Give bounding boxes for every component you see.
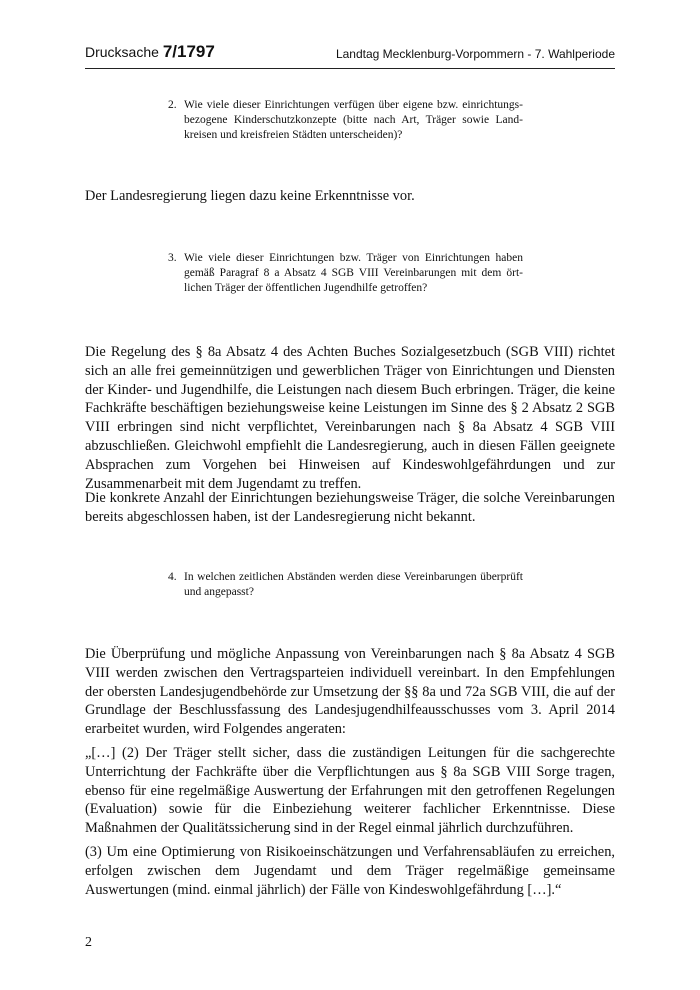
- document-number: [85, 42, 215, 62]
- question-text: In welchen zeitlichen Abständen werden diese Vereinbarungen überprüft und angepasst?: [184, 571, 523, 598]
- question-text: Wie viele dieser Einrichtungen bzw. Träger von Einrichtungen haben gemäß Paragraf 8 a Absatz 4 SGB VIII Vereinbarungen mit dem örtlichen Träger der öffentlichen Jugendhilfe getroffen?: [184, 252, 523, 294]
- answer-4-quote-paragraph-2: „[…] (2) Der Träger stellt sicher, dass die zuständigen Leitungen für die sachgerechte Unterrichtung der Fachkräfte über die Verpflichtungen aus § 8a SGB VIII Sorge tragen, ebenso für eine regelmäßige Auswertung der Erfahrungen mit den getroffenen Regelungen (Evaluation) sowie für die Einbeziehung weiterer fachlicher Erkenntnisse. Diese Maßnahmen der Qualitätssicherung sind in der Regel einmal jährlich durchzuführen.: [85, 745, 615, 837]
- answer-4-quote-paragraph-3: (3) Um eine Optimierung von Risikoeinschätzungen und Verfahrensabläufen zu erreichen, erfolgen zwischen dem Jugendamt und dem Träger regelmäßige gemeinsame Auswertungen (mind. einmal jährlich) der Fälle von Kindeswohlgefährdung […].“: [85, 844, 615, 898]
- question-number: 2.: [168, 99, 177, 111]
- question-3: [168, 251, 523, 296]
- doc-number: 7/1797: [162, 42, 215, 61]
- answer-3-paragraph-2: Die konkrete Anzahl der Einrichtungen beziehungsweise Träger, die solche Vereinbarungen bereits abgeschlossen haben, ist der Landesregierung nicht bekannt.: [85, 490, 615, 525]
- page-number: 2: [85, 935, 92, 950]
- question-text: Wie viele dieser Einrichtungen verfügen über eigene bzw. einrichtungsbezogene Kinderschutzkonzepte (bitte nach Art, Träger sowie Landkreisen und kreisfreien Städten unterscheiden)?: [184, 99, 523, 141]
- answer-3-paragraph-1: Die Regelung des § 8a Absatz 4 des Achten Buches Sozialgesetzbuch (SGB VIII) richtet sich an alle frei gemeinnützigen und gewerblichen Träger von Einrichtungen und Diensten der Kinder- und Jugendhilfe, die Leistungen nach diesem Buch erbringen. Träger, die keine Fachkräfte beschäftigen beziehungsweise keine Leistungen im Sinne des § 2 Absatz 2 SGB VIII erbringen sind nicht verpflichtet, Vereinbarungen nach § 8a Absatz 4 SGB VIII abzuschließen. Gleichwohl empfiehlt die Landesregierung, auch in diesen Fällen geeignete Absprachen zum Vorgehen bei Hinweisen auf Kindeswohlgefährdungen und zur Zusammenarbeit mit dem Jugendamt zu treffen.: [85, 344, 615, 492]
- answer-4-paragraph-1: Die Überprüfung und mögliche Anpassung von Vereinbarungen nach § 8a Absatz 4 SGB VIII werden zwischen den Vertragsparteien individuell vereinbart. In den Empfehlungen der obersten Landesjugendbehörde zur Umsetzung der §§ 8a und 72a SGB VIII, die auf der Grundlage der Beschlussfassung des Landesjugendhilfeausschusses vom 3. April 2014 erarbeitet wurden, wird Folgendes angeraten:: [85, 646, 615, 738]
- question-4: [168, 570, 523, 600]
- doc-label: Drucksache: [85, 44, 159, 60]
- parliament-label: Landtag Mecklenburg-Vorpommern - 7. Wahlperiode: [335, 47, 615, 61]
- question-number: 4.: [168, 571, 177, 583]
- header-divider: [85, 68, 615, 69]
- question-number: 3.: [168, 252, 177, 264]
- answer-2: Der Landesregierung liegen dazu keine Erkenntnisse vor.: [85, 188, 415, 204]
- question-2: [168, 98, 523, 143]
